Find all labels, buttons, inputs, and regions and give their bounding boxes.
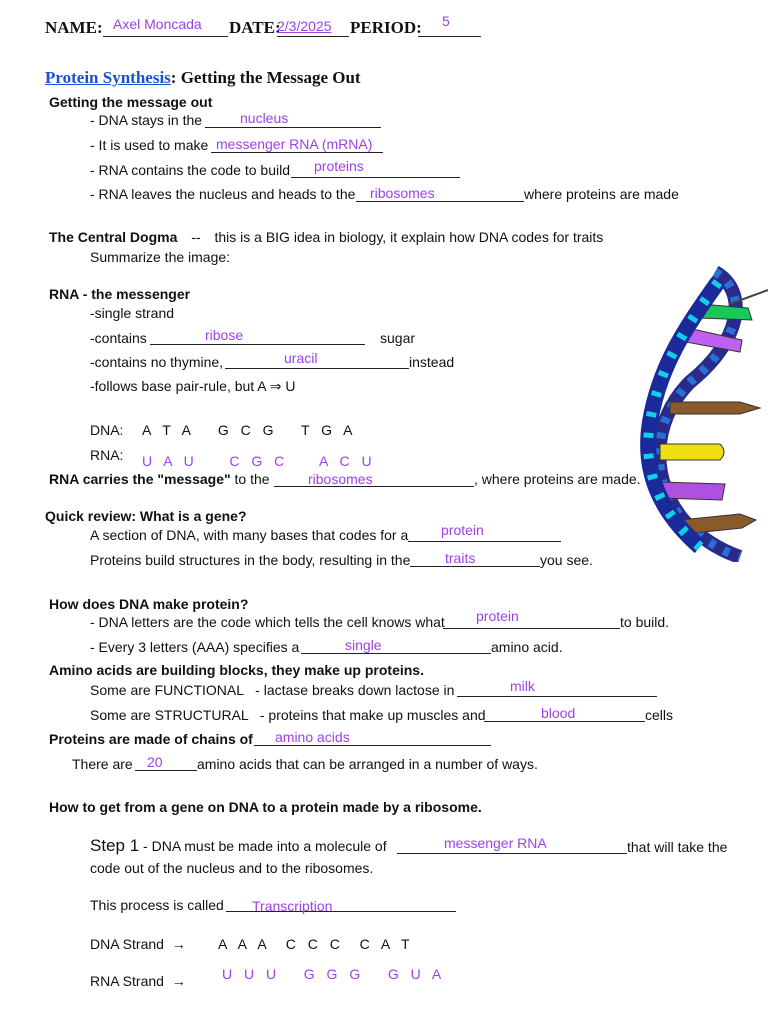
chains-line (254, 745, 491, 746)
period-line (418, 36, 481, 37)
dogma-text: this is a BIG idea in biology, it explain how DNA codes for traits (214, 229, 604, 245)
rna-l2-post: sugar (380, 330, 416, 346)
amino-structural-answer[interactable]: blood (541, 705, 576, 721)
there-are-answer[interactable]: 20 (147, 754, 163, 770)
make-heading: How does DNA make protein? (49, 596, 249, 612)
rna-l2-line (150, 344, 365, 345)
make-l2-post: amino acid. (491, 639, 563, 655)
rna-l3: -contains no thymine, (90, 354, 224, 370)
step1-text: - DNA must be made into a molecule of (139, 838, 387, 854)
amino-structural-post: cells (645, 707, 674, 723)
gene-l1-line (408, 541, 561, 542)
there-are-text: There are (72, 756, 133, 772)
date-value[interactable]: 2/3/2025 (277, 18, 332, 34)
rna-seq-label: RNA: (90, 447, 124, 463)
amino-functional-answer[interactable]: milk (510, 678, 535, 694)
dna-strand-label: DNA Strand → (90, 936, 186, 952)
q1-line (205, 127, 381, 128)
period-label: PERIOD: (350, 18, 422, 37)
process-answer[interactable]: Transcription (252, 898, 333, 914)
step1-line1 (90, 836, 387, 856)
make-l2-line (301, 653, 491, 654)
rna-l2: -contains (90, 330, 147, 346)
rna-l1: -single strand (90, 305, 175, 321)
make-l1: - DNA letters are the code which tells the cell knows what (90, 614, 445, 630)
amino-structural: Some are STRUCTURAL - proteins that make up muscles and (90, 707, 490, 723)
title-rest: : Getting the Message Out (170, 68, 361, 87)
page-title (45, 68, 361, 88)
step1-line2: code out of the nucleus and to the ribosomes. (90, 860, 374, 876)
make-l2-answer[interactable]: single (345, 637, 382, 653)
q2-text: - It is used to make (90, 137, 209, 153)
gene-l2-line (410, 566, 540, 567)
rna-carries-answer[interactable]: ribosomes (308, 471, 373, 487)
rna-carries-post: , where proteins are made. (474, 471, 641, 487)
rna-strand-label: RNA Strand → (90, 973, 186, 989)
gene-heading: Quick review: What is a gene? (45, 508, 247, 524)
dna-strand: A A A C C C C A T (218, 936, 414, 952)
q4-line (356, 201, 524, 202)
base-pair-yellow (660, 444, 724, 460)
q3-answer[interactable]: proteins (314, 158, 364, 174)
step1-post: that will take the (627, 839, 728, 855)
rna-l3-line (225, 368, 409, 369)
q1-answer[interactable]: nucleus (240, 110, 289, 126)
name-value[interactable]: Axel Moncada (113, 16, 202, 32)
amino-functional-line (457, 696, 657, 697)
title-link[interactable]: Protein Synthesis (45, 68, 171, 87)
rna-carries-mid: to the (230, 471, 270, 487)
section-heading-message: Getting the message out (49, 94, 213, 110)
rna-seq-answer[interactable]: U A U C G C A C U (142, 453, 376, 469)
rna-carries-bold: RNA carries the "message" (49, 471, 231, 487)
rna-strand-answer[interactable]: U U U G G G G U A (222, 966, 446, 982)
make-l1-line (443, 628, 620, 629)
gene-l2-answer[interactable]: traits (445, 550, 476, 566)
step1-line (397, 853, 627, 854)
gene-l2: Proteins build structures in the body, resulting in the (90, 552, 411, 568)
dogma-heading: The Central Dogma (49, 229, 178, 245)
amino-functional: Some are FUNCTIONAL - lactase breaks down lactose in (90, 682, 459, 698)
q4-text: - RNA leaves the nucleus and heads to the (90, 186, 356, 202)
q2-line (211, 152, 383, 153)
process-text: This process is called (90, 897, 224, 913)
dna-seq-label: DNA: (90, 422, 124, 438)
rna-carries-line (274, 486, 474, 487)
there-are-post: amino acids that can be arranged in a number of ways. (197, 756, 538, 772)
step1-answer[interactable]: messenger RNA (444, 835, 547, 851)
rna-l4: -follows base pair-rule, but A ⇒ U (90, 378, 296, 394)
rna-l3-answer[interactable]: uracil (284, 350, 318, 366)
chains-text: Proteins are made of chains of (49, 731, 253, 747)
date-line (277, 36, 349, 37)
base-pair-purple-bottom (660, 482, 725, 500)
gene-l1: A section of DNA, with many bases that codes for a (90, 527, 409, 543)
q4-answer[interactable]: ribosomes (370, 185, 435, 201)
chains-answer[interactable]: amino acids (275, 729, 350, 745)
rna-heading: RNA - the messenger (49, 286, 191, 302)
dogma-summarize: Summarize the image: (90, 249, 231, 265)
make-l1-post: to build. (620, 614, 670, 630)
q3-text: - RNA contains the code to build (90, 162, 291, 178)
make-l1-answer[interactable]: protein (476, 608, 519, 624)
dogma-line (49, 229, 603, 245)
gene-l1-answer[interactable]: protein (441, 522, 484, 538)
q2-answer[interactable]: messenger RNA (mRNA) (216, 136, 373, 152)
date-label: DATE: (229, 18, 281, 37)
rna-l3-post: instead (409, 354, 455, 370)
dogma-sep: -- (191, 229, 201, 245)
q1-text: - DNA stays in the (90, 112, 203, 128)
step1-label: Step 1 (90, 836, 140, 855)
name-line (103, 36, 228, 37)
name-label: NAME: (45, 18, 103, 37)
q4-post: where proteins are made (524, 186, 679, 202)
rna-carries (49, 471, 270, 487)
amino-heading: Amino acids are building blocks, they make up proteins. (49, 662, 424, 678)
period-value[interactable]: 5 (442, 13, 450, 29)
dna-helix-illustration (630, 262, 768, 562)
base-pair-brown-top (670, 402, 760, 414)
howto-heading: How to get from a gene on DNA to a protein made by a ribosome. (49, 799, 482, 815)
gene-l2-post: you see. (540, 552, 593, 568)
make-l2: - Every 3 letters (AAA) specifies a (90, 639, 300, 655)
rna-l2-answer[interactable]: ribose (205, 327, 244, 343)
dna-seq: A T A G C G T G A (142, 422, 357, 438)
q3-line (291, 177, 460, 178)
amino-structural-line (484, 721, 645, 722)
there-are-line (135, 770, 197, 771)
